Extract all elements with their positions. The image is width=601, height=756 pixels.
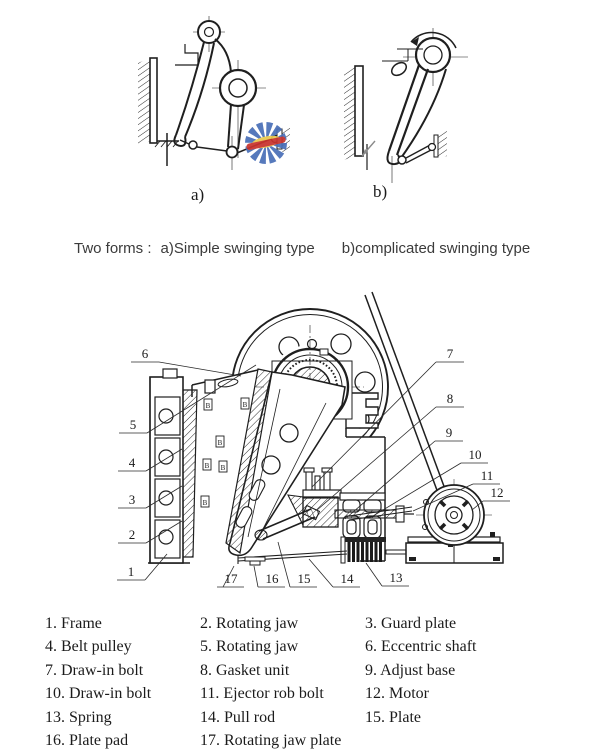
part-item: 2. Rotating jaw xyxy=(200,615,299,632)
part-item: 13. Spring xyxy=(45,708,112,726)
callout-14: 14 xyxy=(340,571,354,586)
part-item: 10. Draw-in bolt xyxy=(45,685,152,703)
figure-a-simple-swinging-diagram xyxy=(130,8,310,203)
callout-7: 7 xyxy=(446,346,454,361)
caption-type-b: b)complicated swinging type xyxy=(341,240,531,257)
parts-list-row xyxy=(45,682,585,705)
svg-text:B: B xyxy=(202,499,208,507)
caption-type-a: a)Simple swinging type xyxy=(160,240,315,257)
svg-text:B: B xyxy=(220,464,226,472)
callout-5: 5 xyxy=(129,417,137,432)
svg-text:B: B xyxy=(217,439,223,447)
figure-a-label: a) xyxy=(191,185,205,204)
part-item: 6. Eccentric shaft xyxy=(365,638,477,656)
svg-text:B: B xyxy=(204,462,210,470)
wall-hatch xyxy=(344,66,355,160)
parts-list xyxy=(45,612,585,752)
callout-4: 4 xyxy=(128,455,136,470)
callout-3: 3 xyxy=(128,492,136,507)
svg-text:B: B xyxy=(242,401,248,409)
jaw-crusher-diagram xyxy=(60,285,520,610)
part-item: 7. Draw-in bolt xyxy=(45,661,144,679)
part-item: 17. Rotating jaw plate xyxy=(200,732,342,750)
parts-list-row xyxy=(45,729,585,752)
figure-b-label: b) xyxy=(373,182,388,201)
plate-pad xyxy=(245,557,265,565)
parts-list-row xyxy=(45,706,585,729)
part-item: 14. Pull rod xyxy=(200,708,276,726)
callout-13: 13 xyxy=(389,570,403,585)
callout-10: 10 xyxy=(468,447,482,462)
callout-9: 9 xyxy=(445,425,453,440)
eccentric xyxy=(416,38,450,72)
figure-b-drawing xyxy=(344,28,468,183)
figure-b-complicated-swinging-diagram xyxy=(335,8,475,203)
parts-list-row xyxy=(45,659,585,682)
wall-hatch xyxy=(138,58,150,146)
eccentric xyxy=(220,70,256,106)
parts-list-row xyxy=(45,612,585,635)
part-item: 8. Gasket unit xyxy=(200,661,290,679)
callout-1: 1 xyxy=(127,564,135,579)
part-item: 12. Motor xyxy=(365,685,429,703)
part-item: 5. Rotating jaw xyxy=(200,638,299,656)
part-item: 4. Belt pulley xyxy=(45,638,132,656)
motor xyxy=(406,479,503,563)
callout-2: 2 xyxy=(128,527,136,542)
part-item: 1. Frame xyxy=(45,615,102,632)
callout-16: 16 xyxy=(265,571,279,586)
grease-fitting xyxy=(308,340,317,349)
callout-8: 8 xyxy=(446,391,454,406)
part-item: 11. Ejector rob bolt xyxy=(200,685,324,703)
callout-11: 11 xyxy=(480,468,494,483)
svg-text:B: B xyxy=(205,402,211,410)
figure-caption xyxy=(74,240,584,257)
part-item xyxy=(365,729,575,752)
callout-15: 15 xyxy=(297,571,311,586)
caption-prefix: Two forms : xyxy=(74,240,152,257)
part-item: 15. Plate xyxy=(365,708,421,726)
parts-list-row xyxy=(45,635,585,658)
callout-17: 17 xyxy=(224,571,238,586)
callout-12: 12 xyxy=(490,485,504,500)
callout-6: 6 xyxy=(141,346,149,361)
part-item: 9. Adjust base xyxy=(365,661,456,679)
part-item: 16. Plate pad xyxy=(45,732,129,750)
watermark-logo xyxy=(243,120,289,166)
part-item: 3. Guard plate xyxy=(365,615,457,632)
